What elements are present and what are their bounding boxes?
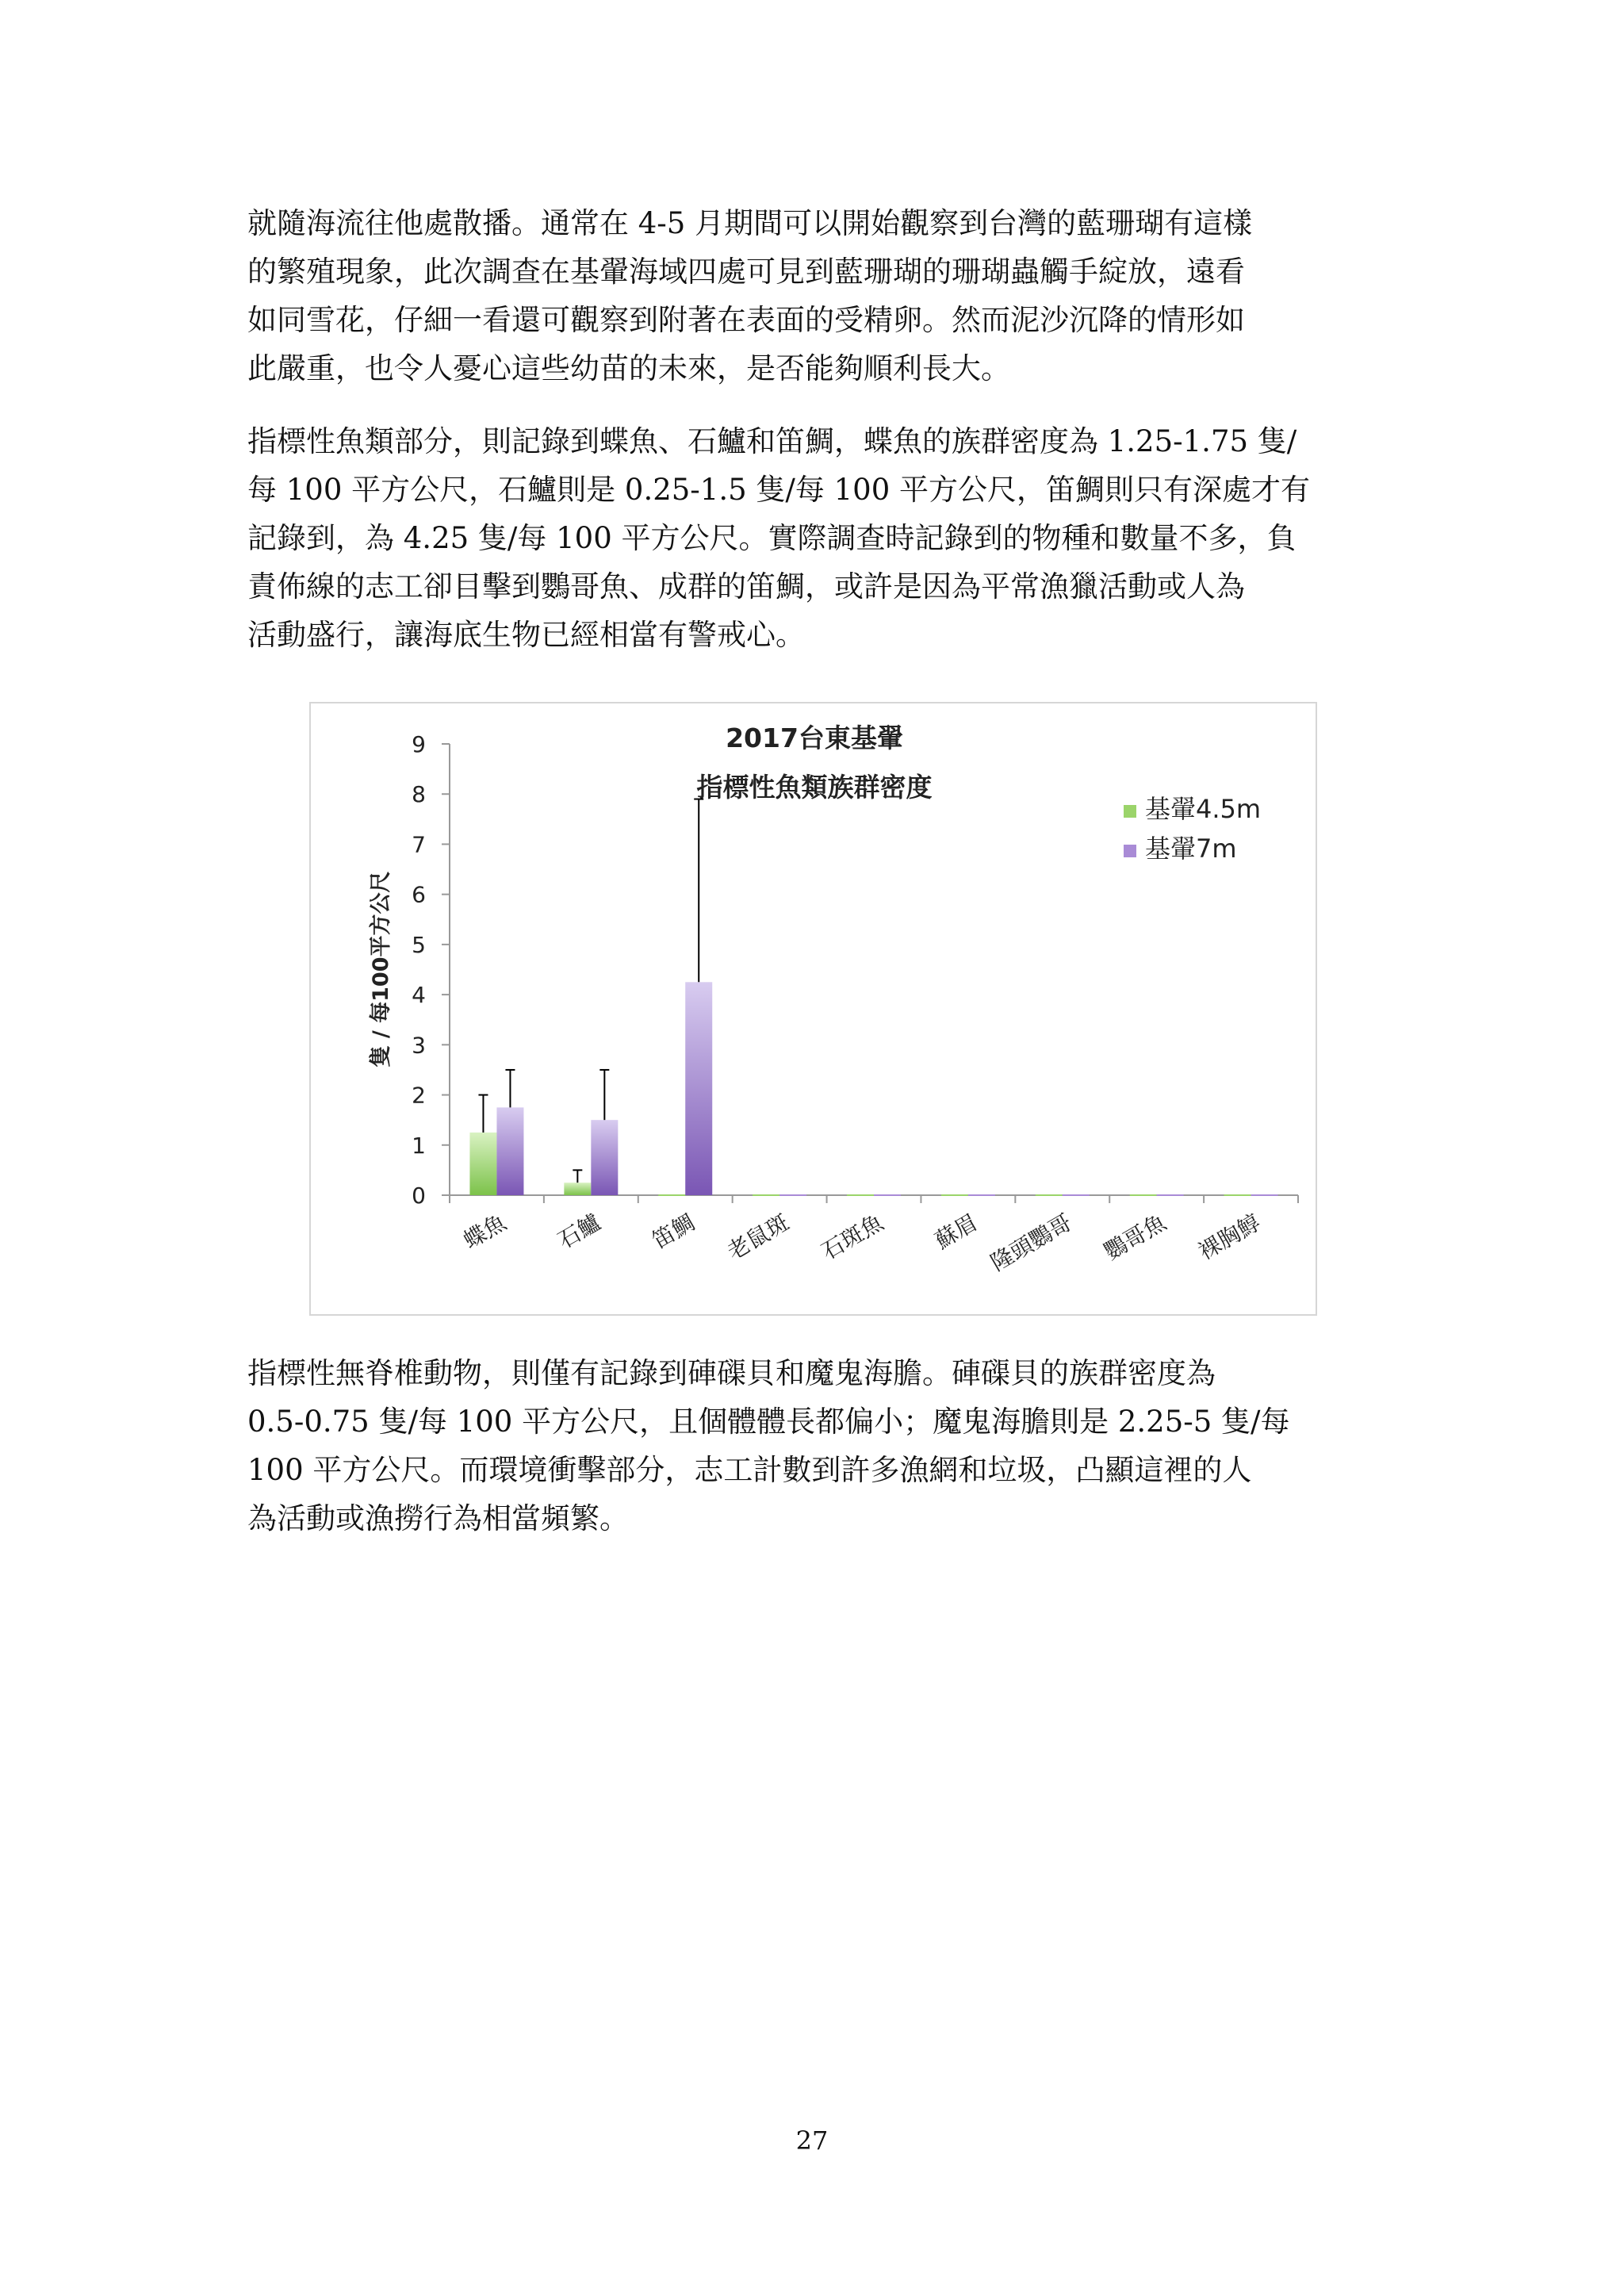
chart-canvas (311, 703, 1316, 1314)
bar-series-2 (496, 1107, 523, 1195)
y-axis-label: 隻 / 每100平方公尺 (369, 871, 393, 1068)
legend-label: 基翬4.5m (1145, 794, 1262, 824)
text-line: 指標性魚類部分，則記錄到蝶魚、石鱸和笛鯛，蝶魚的族群密度為 1.25-1.75 隻/ (247, 424, 1297, 458)
legend-swatch (1124, 805, 1136, 818)
legend-label: 基翬7m (1145, 834, 1237, 864)
bar-series-2 (685, 982, 712, 1195)
y-tick-label: 7 (412, 831, 426, 858)
paragraph-3 (247, 1349, 1389, 1543)
y-tick-label: 6 (412, 881, 426, 908)
y-tick-label: 4 (412, 982, 426, 1009)
chart-subtitle: 指標性魚類族群密度 (696, 772, 933, 803)
x-tick-label: 蝶魚 (458, 1209, 511, 1255)
y-tick-label: 8 (412, 781, 426, 808)
y-tick-label: 2 (412, 1082, 426, 1109)
x-tick-label: 鸚哥魚 (1099, 1209, 1171, 1266)
text-line: 記錄到，為 4.25 隻/每 100 平方公尺。實際調查時記錄到的物種和數量不多，負 (247, 521, 1297, 555)
text-line: 此嚴重，也令人憂心這些幼苗的未來，是否能夠順利長大。 (247, 351, 1010, 385)
y-tick-label: 3 (412, 1032, 426, 1059)
text-line: 100 平方公尺。而環境衝擊部分，志工計數到許多漁網和垃圾，凸顯這裡的人 (247, 1453, 1252, 1487)
page-number: 27 (795, 2125, 829, 2156)
x-tick-label: 石斑魚 (817, 1209, 888, 1266)
x-tick-label: 笛鯛 (647, 1209, 699, 1255)
x-tick-label: 石鱸 (553, 1209, 605, 1255)
chart-title: 2017台東基翬 (726, 723, 903, 753)
text-line: 就隨海流往他處散播。通常在 4-5 月期間可以開始觀察到台灣的藍珊瑚有這樣 (247, 206, 1253, 240)
bar-series-1 (469, 1133, 496, 1195)
text-line: 如同雪花，仔細一看還可觀察到附著在表面的受精卵。然而泥沙沉降的情形如 (247, 303, 1245, 337)
fish-density-chart (309, 702, 1317, 1316)
x-tick-label: 蘇眉 (930, 1209, 982, 1255)
text-line: 每 100 平方公尺，石鱸則是 0.25-1.5 隻/每 100 平方公尺，笛鯛則只有深處才有 (247, 473, 1311, 507)
legend-swatch (1124, 845, 1136, 857)
y-tick-label: 0 (412, 1182, 426, 1209)
bar-series-2 (591, 1120, 618, 1195)
y-tick-label: 5 (412, 931, 426, 958)
text-line: 責佈線的志工卻目擊到鸚哥魚、成群的笛鯛，或許是因為平常漁獵活動或人為 (247, 569, 1245, 604)
text-line: 活動盛行，讓海底生物已經相當有警戒心。 (247, 618, 805, 652)
x-tick-label: 隆頭鸚哥 (986, 1209, 1077, 1277)
text-line: 的繁殖現象，此次調查在基翬海域四處可見到藍珊瑚的珊瑚蟲觸手綻放，遠看 (247, 255, 1245, 289)
paragraph-2 (247, 417, 1389, 659)
text-line: 為活動或漁撈行為相當頻繁。 (247, 1501, 629, 1535)
y-tick-label: 9 (412, 731, 426, 757)
paragraph-1 (247, 199, 1389, 393)
x-tick-label: 老鼠斑 (722, 1209, 794, 1266)
text-line: 指標性無脊椎動物，則僅有記錄到硨磲貝和魔鬼海膽。硨磲貝的族群密度為 (247, 1356, 1216, 1390)
text-line: 0.5-0.75 隻/每 100 平方公尺，且個體體長都偏小；魔鬼海膽則是 2.25-5 隻/每 (247, 1405, 1290, 1439)
y-tick-label: 1 (412, 1132, 426, 1159)
bar-series-1 (564, 1182, 591, 1195)
x-tick-label: 裸胸鯙 (1193, 1209, 1266, 1266)
